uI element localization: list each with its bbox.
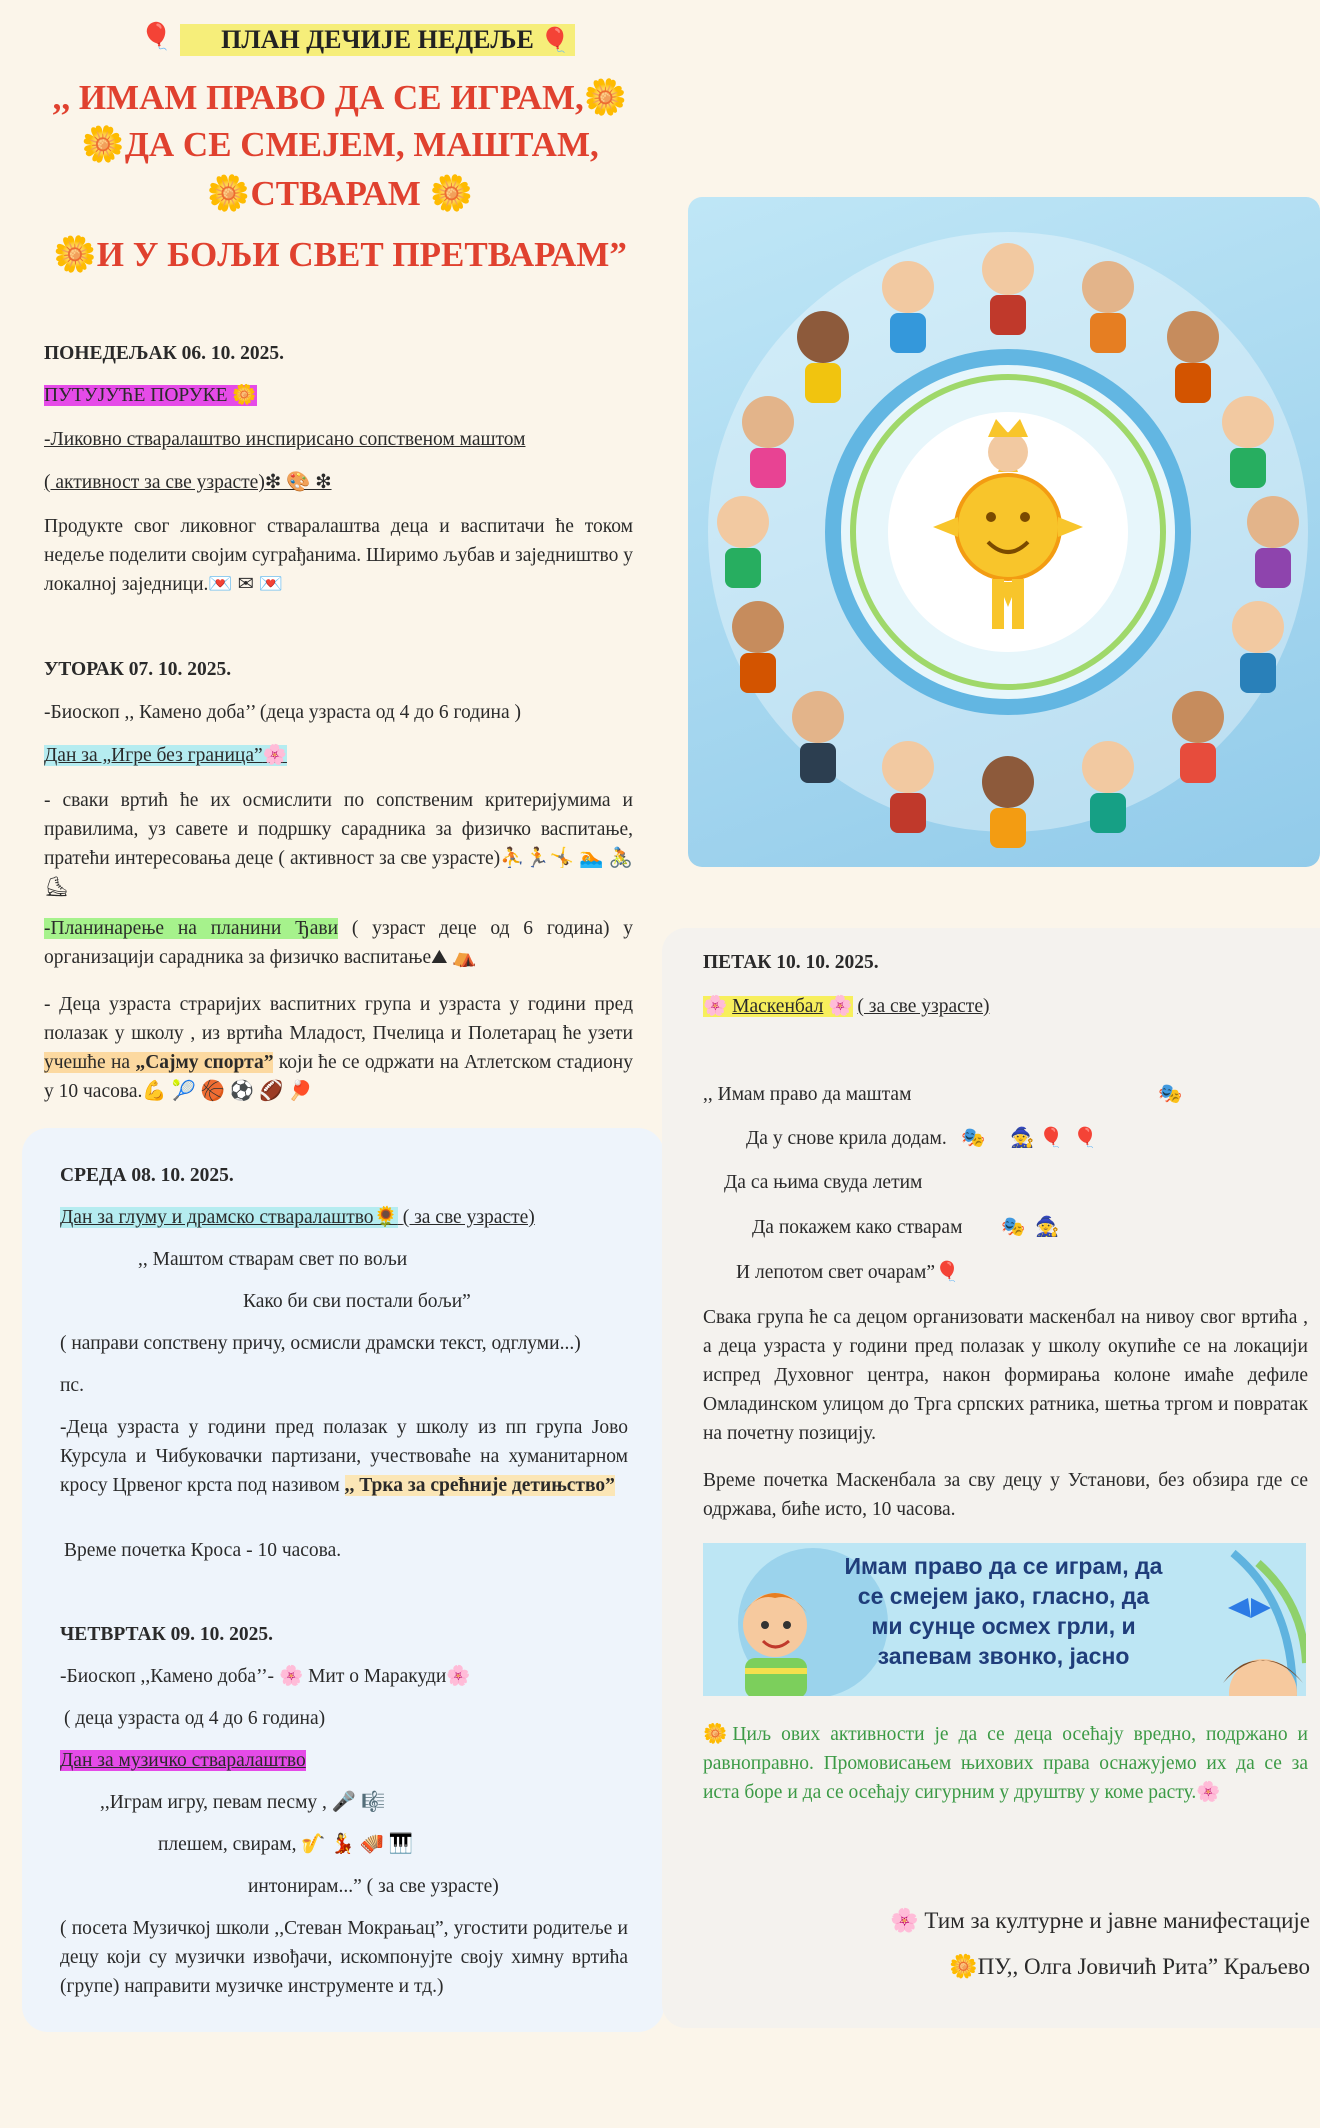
motto-line-2: 🌼ДА СЕ СМЕЈЕМ, МАШТАМ, bbox=[81, 125, 599, 164]
sunflower-icon: 🌻 bbox=[373, 1207, 398, 1228]
flower-icon: 🌸 bbox=[703, 996, 728, 1017]
instrument-icon: 🎷 💃 🪗 🎹 bbox=[301, 1834, 414, 1855]
sunflower-icon: 🌼 bbox=[53, 235, 97, 274]
thursday-verse-3: интонирам...” ( за све узрасте) bbox=[248, 1876, 499, 1897]
flower-icon: 🌸 bbox=[446, 1666, 471, 1687]
friday-verse-4: Да покажем како стварам 🎭 🧙 bbox=[752, 1217, 1060, 1238]
thursday-music-title: Дан за музичко стваралаштво bbox=[60, 1750, 306, 1771]
children-globe-illustration bbox=[688, 197, 1320, 867]
sparkle-icon: ❇ 🎨 ❇ bbox=[264, 472, 332, 493]
balloon-icon: 🎈 bbox=[140, 22, 173, 51]
sport-icon: ⛹🏃🤸 🏊 🚴 ⛸ bbox=[44, 848, 633, 898]
rights-banner bbox=[703, 1543, 1306, 1696]
monday-activity: -Ликовно стваралаштво инспирисано сопственом маштом bbox=[44, 429, 526, 450]
signature-team: 🌸 Тим за културне и јавне манифестације bbox=[889, 1908, 1310, 1933]
sunflower-icon: 🌼 bbox=[703, 1724, 733, 1745]
friday-date: ПЕТАК 10. 10. 2025. bbox=[703, 952, 879, 973]
sunflower-icon: 🌼 bbox=[429, 174, 474, 213]
balloon-icon: 🎈 bbox=[540, 28, 570, 54]
tuesday-hiking: -Планинарење на планини Ђави ( узраст деце од 6 година) у организацији сарадника за физичко васпитање⛰ ⛺ bbox=[44, 918, 633, 968]
sunflower-icon: 🌼 bbox=[583, 78, 628, 117]
globe-drawing bbox=[688, 197, 1320, 867]
thursday-verse-1: ,,Играм игру, певам песму , 🎤 🎼 bbox=[100, 1792, 386, 1813]
banner-text: Имам право да се играм, да се смејем јако, гласно, да ми сунце осмех грли, и запевам звонко, јасно bbox=[844, 1553, 1163, 1669]
wednesday-note: ( направи сопствену причу, осмисли драмски текст, одглуми...) bbox=[60, 1333, 581, 1354]
mask-icon: 🎭 🧙 bbox=[1001, 1217, 1060, 1238]
thursday-description: ( посета Музичкој школи ,,Стеван Мокрањац”, угостити родитеље и децу који су музички извођачи, искомпонујте своју химну вртића (групе) направити музичке инструменте и тд.) bbox=[60, 1918, 628, 1997]
sunflower-icon: 🌼 bbox=[948, 1954, 978, 1979]
thursday-date: ЧЕТВРТАК 09. 10. 2025. bbox=[60, 1624, 273, 1645]
wednesday-ps: пс. bbox=[60, 1375, 84, 1396]
wednesday-verse-2: Како би сви постали бољи” bbox=[243, 1291, 471, 1312]
motto-line-1: ,, ИМАМ ПРАВО ДА СЕ ИГРАМ,🌼 bbox=[52, 78, 628, 117]
wednesday-cross-time: Време почетка Кроса - 10 часова. bbox=[64, 1540, 342, 1561]
tuesday-sport-fair: - Деца узраста страријих васпитних група и узраста у години пред полазак у школу , из вртића Младост, Пчелица и Полетарац ће узети учешће на „Сајму спорта” који ће се одржати на Атлетском стадиону у 10 часова.💪 🎾 🏀 ⚽ 🏈 🏓 bbox=[44, 994, 633, 1102]
balloon-icon: 🎈 bbox=[935, 1262, 960, 1283]
page-title: ПЛАН ДЕЧИЈЕ НЕДЕЉЕ bbox=[180, 24, 575, 56]
monday-description: Продукте свог ликовног стваралаштва деца и васпитачи ће током недеље поделити својим суграђанима. Ширимо љубав и заједништво у локалној заједници.💌 ✉ 💌 bbox=[44, 516, 633, 595]
flower-icon: 🌸 bbox=[1196, 1782, 1221, 1803]
motto-line-4: 🌼И У БОЉИ СВЕТ ПРЕТВАРАМ” bbox=[53, 235, 627, 274]
flower-icon: 🌸 bbox=[889, 1908, 919, 1933]
thursday-verse-2: плешем, свирам, 🎷 💃 🪗 🎹 bbox=[158, 1834, 414, 1855]
sunflower-icon: 🌼 bbox=[227, 385, 257, 406]
tuesday-cinema: -Биоскоп ,, Камено доба’’ (деца узраста од 4 до 6 година ) bbox=[44, 702, 521, 723]
friday-verse-3: Да са њима свуда летим bbox=[724, 1172, 923, 1193]
friday-verse-2: Да у снове крила додам. 🎭 🧙 🎈 🎈 bbox=[746, 1128, 1098, 1149]
flower-icon: 🌸 bbox=[278, 1666, 304, 1687]
sunflower-icon: 🌼 bbox=[206, 174, 251, 213]
monday-date: ПОНЕДЕЉАК 06. 10. 2025. bbox=[44, 343, 284, 364]
microphone-icon: 🎤 🎼 bbox=[331, 1792, 386, 1813]
wednesday-theme: Дан за глуму и драмско стваралаштво🌻 ( за све узрасте) bbox=[60, 1207, 535, 1228]
wednesday-cross: -Деца узраста у години пред полазак у школу из пп група Јово Курсула и Чибуковачки партизани, учествоваће на хуманитарном кросу Црвеног крста под називом ,, Трка за срећније детињство” bbox=[60, 1417, 628, 1496]
signature-org: 🌼ПУ,, Олга Јовичић Рита” Краљево bbox=[948, 1954, 1310, 1979]
ball-icon: 💪 🎾 🏀 ⚽ 🏈 🏓 bbox=[142, 1081, 313, 1102]
friday-verse-5: И лепотом свет очарам”🎈 bbox=[736, 1262, 960, 1283]
monday-ages: ( активност за све узрасте)❇ 🎨 ❇ bbox=[44, 472, 332, 493]
flower-icon: 🌸 bbox=[828, 996, 853, 1017]
motto-line-3: 🌼СТВАРАМ 🌼 bbox=[206, 174, 474, 213]
tuesday-date: УТОРАК 07. 10. 2025. bbox=[44, 659, 232, 680]
wednesday-verse-1: ,, Маштом стварам свет по вољи bbox=[138, 1249, 408, 1270]
friday-time-note: Време почетка Маскенбала за сву децу у Установи, без обзира где се одржава, биће исто, 10 часова. bbox=[703, 1470, 1308, 1520]
friday-description: Свака група ће са децом организовати маскенбал на нивоу свог вртића , а деца узраста у години пред полазак у школу окупиће се на локацији испред Духовног центра, након формирања колоне имаће дефиле Омладинском улицом до Трга српских ратника, шетња тргом и повратак на почетну позицију. bbox=[703, 1307, 1308, 1444]
tuesday-games-title: Дан за „Игре без граница”🌸 bbox=[44, 745, 287, 766]
thursday-cinema: -Биоскоп ,,Камено доба’’- 🌸 Мит о Маракуди🌸 bbox=[60, 1666, 471, 1687]
tuesday-games-desc: - сваки вртић ће их осмислити по сопственим критеријумима и правилима, уз савете и подршку сарадника за физичко васпитање, пратећи интересовања деце ( активност за све узрасте)⛹🏃🤸 🏊 🚴 ⛸ bbox=[44, 790, 633, 898]
sunflower-icon: 🌼 bbox=[81, 125, 125, 164]
wednesday-date: СРЕДА 08. 10. 2025. bbox=[60, 1165, 234, 1186]
thursday-ages: ( деца узраста од 4 до 6 година) bbox=[64, 1708, 326, 1729]
friday-goal: 🌼Циљ ових активности је да се деца осећају вредно, подржано и равноправно. Промовисањем њихових права оснажујемо их да се за иста боре и да се осећају сигурним у друштву у коме расту.🌸 bbox=[703, 1724, 1308, 1803]
mask-icon: 🎭 bbox=[1158, 1084, 1183, 1105]
friday-verse-1: ,, Имам право да маштам bbox=[703, 1084, 912, 1105]
mountain-icon: ⛰ ⛺ bbox=[431, 947, 477, 968]
mask-icon: 🎭 bbox=[961, 1128, 986, 1149]
love-letter-icon: 💌 ✉ 💌 bbox=[208, 574, 284, 595]
friday-theme: 🌸 Маскенбал 🌸 ( за све узрасте) bbox=[703, 996, 990, 1017]
balloon-icon: 🧙 🎈 🎈 bbox=[1010, 1128, 1098, 1149]
flower-icon: 🌸 bbox=[262, 745, 287, 766]
monday-theme: ПУТУЈУЋЕ ПОРУКЕ 🌼 bbox=[44, 385, 257, 406]
